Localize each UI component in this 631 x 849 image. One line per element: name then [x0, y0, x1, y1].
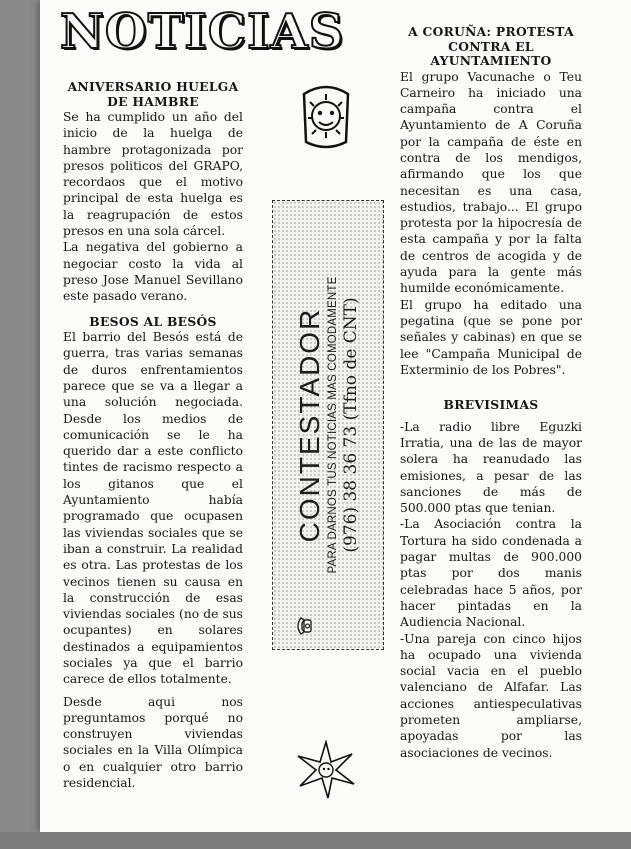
masthead-title: NOTICIAS — [60, 4, 345, 60]
scan-edge — [0, 832, 631, 849]
brevisimas-item-1: -La radio libre Eguzki Irratia, una de las de mayor solera ha reanudado las emisiones, a pesar de las sanciones de más de 500.000 ptas que tenian. — [400, 419, 582, 516]
left-column — [63, 80, 243, 791]
besos-paragraph-1: El barrio del Besós está de guerra, tras varias semanas de duros enfrentamientos parece que se va a llegar a una solución negociada. Desde los medios de comunicación se le ha querido dar a este conflicto tintes de racismo respecto a los gitanos que el Ayuntamiento había programado que ocupasen las viviendas sociales que se iban a construir. La realidad es otra. Las protestas de los vecinos tienen su causa en la construcción de esas viviendas sociales (no de sus ocupantes) en solares destinados a equipamientos sociales ya que el barrio carece de ellos totalmente. — [63, 330, 243, 687]
star-splash-icon — [296, 740, 356, 800]
telephone-icon — [293, 615, 315, 637]
coruna-paragraph-2: El grupo ha editado una pegatina (que se pone por señales y cabinas) en que se lee "Campaña Municipal de Exterminio de los Pobres". — [400, 297, 582, 377]
coruna-paragraph-1: El grupo Vacunache o Teu Carneiro ha iniciado una campaña contra el Ayuntamiento de A Coruña por la campaña de éste en contra de los mendigos, afirmando que los que necesitan es una casa, estudios, trabajo... El grupo protesta por la hipocresía de esta campaña y por la falta de centros de acogida y de ayuda para la gente más humilde económicamente. — [400, 69, 582, 296]
right-column — [400, 25, 582, 761]
coruna-heading: A CORUÑA: PROTESTA CONTRA EL AYUNTAMIENTO — [408, 24, 574, 68]
brevisimas-item-3: -Una pareja con cinco hijos ha ocupado una vivienda social vacia en el pueblo valenciano de Alfafar. Las acciones antiespeculativas prometen ampliarse, apoyadas por las asociaciones de vecinos. — [400, 631, 582, 760]
aniversario-paragraph-2: La negativa del gobierno a negociar costo la vida al preso Jose Manuel Sevillano este pasado verano. — [63, 240, 243, 304]
besos-paragraph-2: Desde aqui nos preguntamos porqué no construyen viviendas sociales en la Villa Olímpica o en cualquier otro barrio residencial. — [63, 694, 243, 791]
contestador-content — [273, 201, 383, 649]
brevisimas-item-2: -La Asociación contra la Tortura ha sido condenada a pagar multas de 900.000 ptas por dos manis celebradas hace 5 años, por hacer pintadas en la Audiencia Nacional. — [400, 517, 582, 630]
contestador-phone: (976) 38 36 73 (Tfno de CNT) — [341, 297, 361, 553]
besos-heading: BESOS AL BESÓS — [89, 313, 217, 329]
contestador-box — [272, 200, 384, 650]
contestador-subtitle: PARA DARNOS TUS NOTICIAS MAS COMODAMENTE — [327, 276, 339, 574]
aniversario-heading: ANIVERSARIO HUELGA DE HAMBRE — [67, 79, 239, 109]
aniversario-paragraph-1: Se ha cumplido un año del inicio de la huelga de hambre protagonizada por presos politicos del GRAPO, recordaos que el motivo principal de esta huelga es la reagrupación de estos presos en una sola cárcel. — [63, 110, 243, 239]
brevisimas-heading: BREVISIMAS — [443, 397, 539, 413]
sun-face-emblem-icon — [296, 82, 356, 154]
contestador-title: CONTESTADOR — [294, 307, 325, 543]
